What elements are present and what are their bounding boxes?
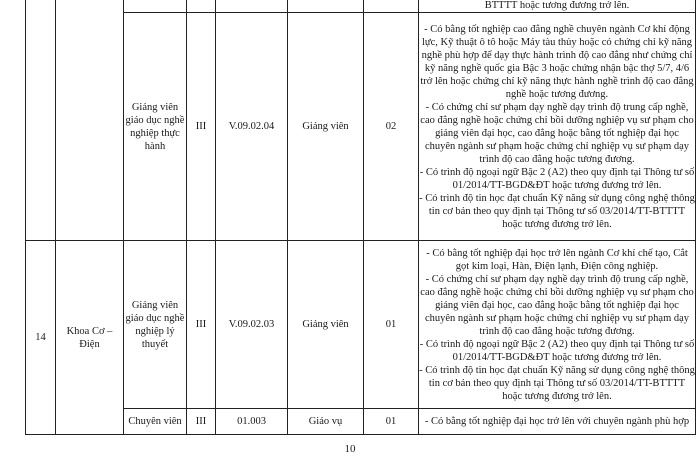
position-cell: Giảng viên [288,241,364,409]
job-title-cell [124,0,187,13]
requirement-text: - Có trình độ tin học đạt chuẩn Kỹ năng sử dụng công nghệ thông tin cơ bản theo quy định tại Thông tư số 03/2014/TT-BTTTT hoặc tương đương trở lên. [419,364,695,402]
table-row [26,241,696,409]
count-cell: 02 [364,13,419,241]
recruitment-table [25,0,696,435]
code-cell: V.09.02.04 [216,13,288,241]
position-cell [288,0,364,13]
job-title-cell: Giảng viên giáo dục nghề nghiệp lý thuyết [124,241,187,409]
requirement-text: BTTTT hoặc tương đương trở lên. [484,0,630,11]
position-cell: Giáo vụ [288,409,364,435]
rank-cell: III [187,409,216,435]
rank-cell [187,0,216,13]
rank-cell: III [187,241,216,409]
requirements-cell [419,0,696,13]
job-title-cell: Giảng viên giáo dục nghề nghiệp thực hành [124,13,187,241]
requirement-text: - Có trình độ ngoại ngữ Bậc 2 (A2) theo quy định tại Thông tư số 01/2014/TT-BGD&ĐT hoặc tương đương trở lên. [419,166,695,191]
requirement-text: - Có trình độ ngoại ngữ Bậc 2 (A2) theo quy định tại Thông tư số 01/2014/TT-BGD&ĐT hoặc tương đương trở lên. [419,338,695,363]
requirement-text: - Có trình độ tin học đạt chuẩn Kỹ năng sử dụng công nghệ thông tin cơ bản theo quy định tại Thông tư số 03/2014/TT-BTTTT hoặc tương đương trở lên. [419,192,695,230]
code-cell: 01.003 [216,409,288,435]
requirements-cell [419,409,696,435]
table-row [26,409,696,435]
count-cell: 01 [364,409,419,435]
requirement-text: - Có bằng tốt nghiệp đại học trở lên với chuyên ngành phù hợp [424,416,690,427]
count-cell: 01 [364,241,419,409]
requirements-cell [419,241,696,409]
rank-cell: III [187,13,216,241]
position-cell: Giảng viên [288,13,364,241]
job-title-cell: Chuyên viên [124,409,187,435]
code-cell [216,0,288,13]
count-cell [364,0,419,13]
requirement-text: - Có bằng tốt nghiệp đại học trở lên ngành Cơ khí chế tạo, Cắt gọt kim loại, Hàn, Điện lạnh, Điện công nghiệp. [426,247,688,272]
stt-cell [26,0,56,241]
table-row [26,13,696,241]
requirement-text: - Có chứng chỉ sư phạm dạy nghề dạy trình độ trung cấp nghề, cao đẳng nghề hoặc chứng chỉ bồi dưỡng nghiệp vụ sư phạm cho giảng viên đại học, cao đẳng hoặc bằng tốt nghiệp đại học chuyên ngành sư phạm hoặc chứng chỉ nghiệp vụ sư phạm dạy trình độ cao đẳng hoặc tương đương. [420,101,694,165]
stt-cell: 14 [26,241,56,435]
requirement-text: - Có bằng tốt nghiệp cao đẳng nghề chuyên ngành Cơ khí động lực, Kỹ thuật ô tô hoặc Máy tàu thủy hoặc có chứng chỉ kỹ năng nghề phù hợp để dạy thực hành trình độ cao đẳng như chứng chỉ kỹ năng nghề quốc gia Bậc 3 hoặc chứng nhận bậc thợ 5/7, 4/6 trở lên hoặc chứng chỉ kỹ năng thực hành nghề trình độ cao đẳng nghề hoặc tương đương. [420,23,694,100]
department-cell [56,0,124,241]
requirements-cell [419,13,696,241]
requirement-text: - Có chứng chỉ sư phạm dạy nghề dạy trình độ trung cấp nghề, cao đẳng nghề hoặc chứng chỉ bồi dưỡng nghiệp vụ sư phạm cho giảng viên đại học, cao đẳng hoặc bằng tốt nghiệp đại học chuyên ngành sư phạm hoặc chứng chỉ nghiệp vụ sư phạm dạy trình độ cao đẳng hoặc tương đương. [420,273,694,337]
department-cell: Khoa Cơ – Điện [56,241,124,435]
page-number: 10 [344,443,356,455]
code-cell: V.09.02.03 [216,241,288,409]
table-row [26,0,696,13]
